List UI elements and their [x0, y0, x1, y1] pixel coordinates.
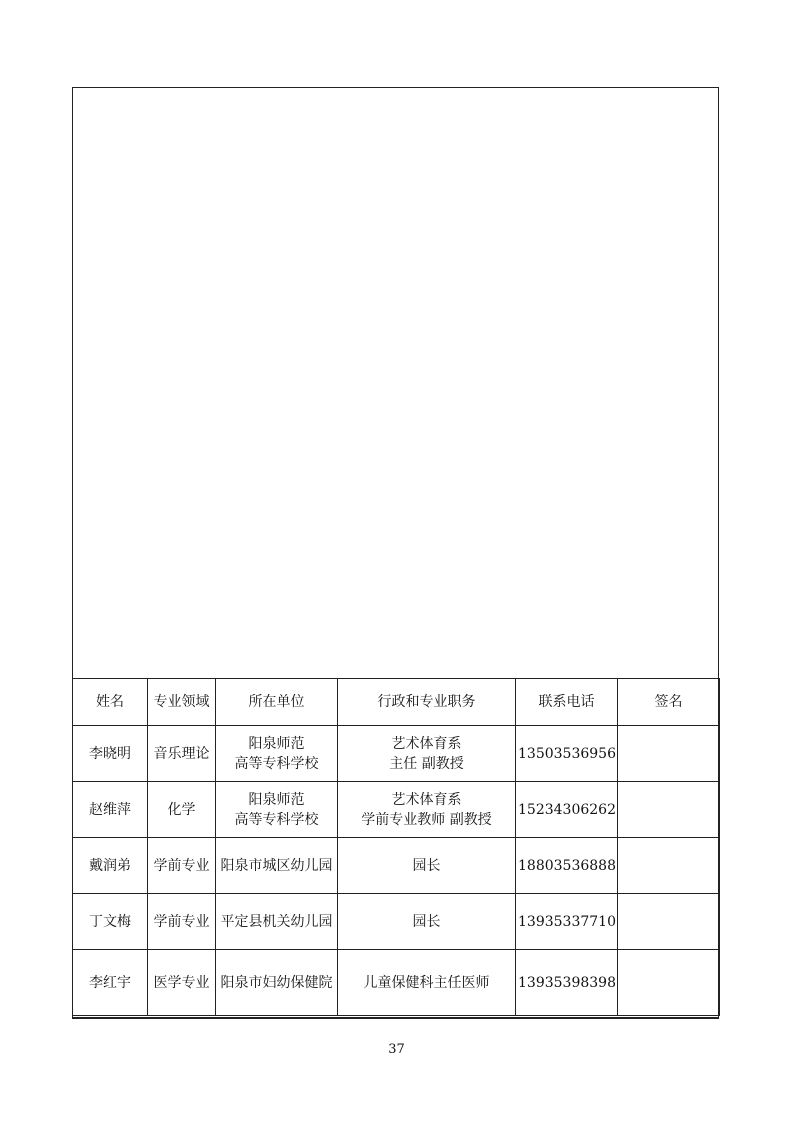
cell-name: 戴润弟	[73, 838, 148, 894]
cell-unit: 阳泉市妇幼保健院	[216, 950, 338, 1016]
cell-post-line: 学前专业教师 副教授	[361, 811, 492, 828]
cell-unit-line: 阳泉师范	[248, 791, 305, 808]
cell-unit-line: 高等专科学校	[234, 811, 319, 828]
cell-signature[interactable]	[618, 838, 720, 894]
cell-post: 儿童保健科主任医师	[338, 950, 516, 1016]
header-field: 专业领域	[148, 679, 216, 726]
header-name: 姓名	[73, 679, 148, 726]
cell-phone: 13935337710	[516, 894, 618, 950]
table-header-row	[73, 679, 720, 726]
cell-signature[interactable]	[618, 950, 720, 1016]
header-phone: 联系电话	[516, 679, 618, 726]
table-row	[73, 782, 720, 838]
table-row	[73, 838, 720, 894]
cell-phone: 13935398398	[516, 950, 618, 1016]
cell-phone: 15234306262	[516, 782, 618, 838]
table-row	[73, 950, 720, 1016]
cell-name: 李红宇	[73, 950, 148, 1016]
cell-unit: 平定县机关幼儿园	[216, 894, 338, 950]
cell-unit	[216, 726, 338, 782]
cell-post-line: 艺术体育系	[391, 791, 462, 808]
cell-field: 医学专业	[148, 950, 216, 1016]
header-post: 行政和专业职务	[338, 679, 516, 726]
cell-name: 李晓明	[73, 726, 148, 782]
cell-post-line: 主任 副教授	[389, 755, 464, 772]
cell-field: 音乐理论	[148, 726, 216, 782]
cell-field: 化学	[148, 782, 216, 838]
cell-post: 园长	[338, 894, 516, 950]
cell-signature[interactable]	[618, 782, 720, 838]
table-row	[73, 726, 720, 782]
cell-signature[interactable]	[618, 894, 720, 950]
cell-post-line: 艺术体育系	[391, 735, 462, 752]
cell-post	[338, 726, 516, 782]
table-row	[73, 894, 720, 950]
cell-name: 丁文梅	[73, 894, 148, 950]
cell-field: 学前专业	[148, 838, 216, 894]
header-unit: 所在单位	[216, 679, 338, 726]
cell-phone: 18803536888	[516, 838, 618, 894]
cell-post	[338, 782, 516, 838]
cell-signature[interactable]	[618, 726, 720, 782]
cell-post: 园长	[338, 838, 516, 894]
header-signature: 签名	[618, 679, 720, 726]
page-number: 37	[388, 1042, 405, 1057]
expert-signature-table	[72, 678, 720, 1016]
cell-unit-line: 阳泉师范	[248, 735, 305, 752]
blank-content-area	[73, 88, 718, 679]
document-frame	[72, 87, 719, 1019]
cell-unit	[216, 782, 338, 838]
cell-name: 赵维萍	[73, 782, 148, 838]
cell-field: 学前专业	[148, 894, 216, 950]
cell-unit-line: 高等专科学校	[234, 755, 319, 772]
cell-unit: 阳泉市城区幼儿园	[216, 838, 338, 894]
cell-phone: 13503536956	[516, 726, 618, 782]
